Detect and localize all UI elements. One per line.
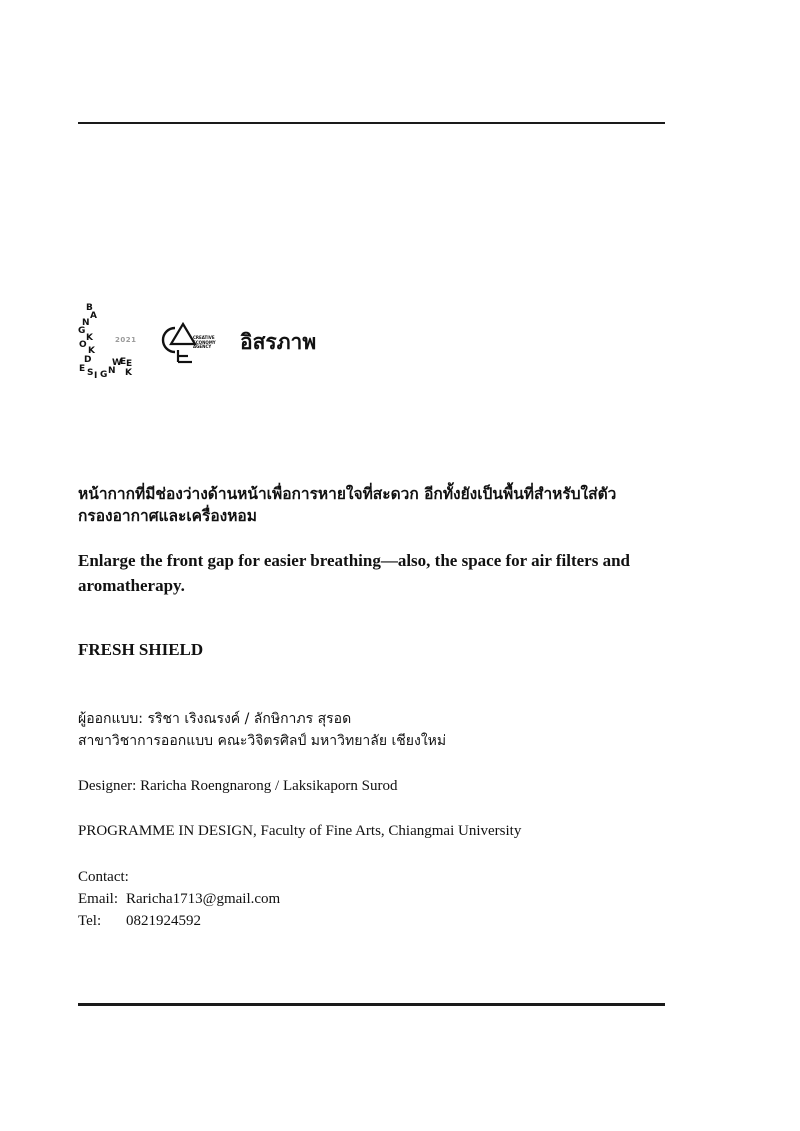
credits-thai-designer: ผู้ออกแบบ: รริชา เริงณรงค์ / ลักษิกาภร สุรอด	[78, 711, 352, 727]
headline-english-line: Enlarge the front gap for easier breathing—also, the space for air filters and	[78, 551, 630, 570]
headline-english	[78, 548, 688, 598]
logo-letter: E	[120, 357, 127, 367]
cea-mark-icon	[158, 320, 198, 364]
logo-letter: I	[94, 371, 98, 381]
logo-letter: W	[112, 358, 122, 368]
tel-label: Tel:	[78, 913, 102, 929]
logo-letter: N	[82, 318, 90, 328]
logo-letter: G	[78, 326, 86, 336]
tel-number: 0821924592	[126, 913, 201, 929]
designer-credit: Designer: Raricha Roengnarong / Laksikaporn Surod	[78, 778, 398, 794]
logo-letter: K	[86, 333, 93, 343]
creative-economy-agency-logo	[158, 320, 222, 364]
cea-word: CREATIVE	[193, 335, 215, 340]
cea-word: AGENCY	[193, 344, 212, 349]
product-name: FRESH SHIELD	[78, 640, 204, 659]
contact-tel-row	[78, 910, 280, 932]
programme-credit: PROGRAMME IN DESIGN, Faculty of Fine Arts, Chiangmai University	[78, 823, 522, 839]
headline-thai-line: กรองอากาศและเครื่องหอม	[78, 507, 257, 525]
bottom-divider	[78, 1003, 665, 1006]
top-divider	[78, 122, 665, 124]
cea-wordmark	[193, 336, 225, 350]
logo-year: 2021	[115, 336, 137, 344]
logo-letter: E	[79, 364, 86, 374]
contact-heading: Contact:	[78, 869, 129, 885]
credits-thai-department: สาขาวิชาการออกแบบ คณะวิจิตรศิลป์ มหาวิทยาลัย เชียงใหม่	[78, 733, 447, 749]
sponsor-name: อิสรภาพ	[240, 330, 317, 354]
credits-thai	[78, 708, 446, 752]
bangkok-design-week-logo	[78, 298, 144, 382]
contact-block	[78, 866, 280, 932]
logo-letter: K	[125, 368, 132, 378]
headline-thai-line: หน้ากากที่มีช่องว่างด้านหน้าเพื่อการหายใจที่สะดวก อีกทั้งยังเป็นพื้นที่สำหรับใส่ตัว	[78, 485, 617, 503]
logo-letter: E	[126, 359, 133, 369]
cea-word: ECONOMY	[193, 339, 216, 345]
headline-thai	[78, 483, 678, 527]
contact-email-row	[78, 888, 280, 910]
headline-english-line: aromatherapy.	[78, 576, 185, 595]
logo-letter: O	[79, 340, 87, 350]
logo-letter: K	[88, 346, 95, 356]
logo-letter: D	[84, 355, 92, 365]
logo-letter: B	[86, 303, 93, 313]
logo-letter: A	[90, 311, 97, 321]
logo-letter: N	[108, 366, 116, 376]
email-address: Raricha1713@gmail.com	[126, 891, 281, 907]
logo-letter: G	[100, 370, 108, 380]
email-label: Email:	[78, 891, 118, 907]
logo-letter: S	[87, 368, 94, 378]
